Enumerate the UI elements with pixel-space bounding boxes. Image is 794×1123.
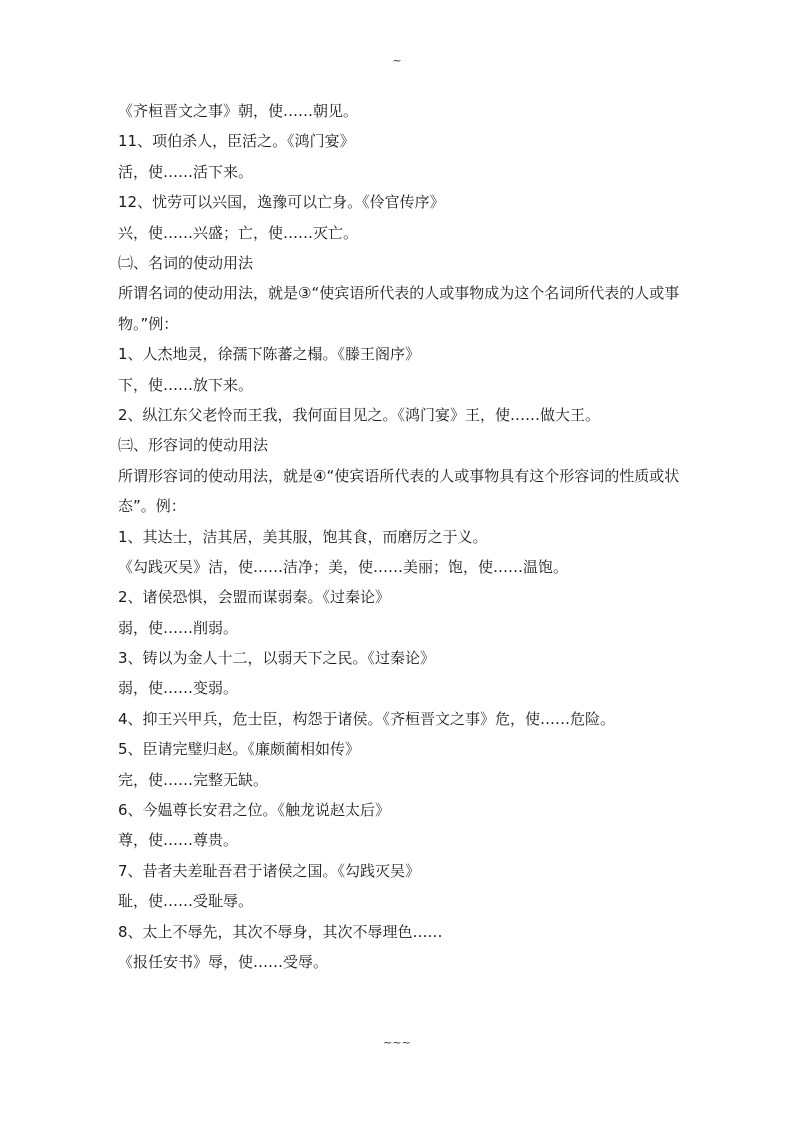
definition-paragraph: 所谓形容词的使动用法，就是④“使宾语所代表的人或事物具有这个形容词的性质或状态”。例：	[118, 466, 680, 516]
page-footer-mark: ~~~	[383, 1036, 411, 1049]
text-line: 11、项伯杀人，臣活之。《鸿门宴》	[118, 132, 355, 151]
text-line: 2、纵江东父老怜而王我，我何面目见之。《鸿门宴》王，使……做大王。	[118, 405, 601, 424]
definition-paragraph: 所谓名词的使动用法，就是③“使宾语所代表的人或事物成为这个名词所代表的人或事物。”例：	[118, 284, 680, 333]
section-heading: ㈡、名词的使动用法	[118, 253, 254, 272]
text-line: 兴，使……兴盛；亡，使……灭亡。	[118, 223, 359, 242]
text-line: 1、其达士，洁其居，美其服，饱其食，而磨厉之于义。	[118, 527, 488, 546]
text-line: 弱，使……削弱。	[118, 618, 239, 637]
text-line: 《报任安书》辱，使……受辱。	[118, 953, 329, 971]
page-header-mark: ~	[392, 54, 402, 67]
text-line: 《勾践灭吴》洁，使……洁净；美，使……美丽；饱，使……温饱。	[118, 557, 569, 576]
document-body	[118, 96, 698, 977]
text-line: 3、铸以为金人十二，以弱天下之民。《过秦论》	[118, 649, 436, 668]
text-line: 弱，使……变弱。	[118, 679, 239, 698]
text-line: 耻，使……受耻辱。	[118, 892, 254, 911]
section-heading: ㈢、形容词的使动用法	[118, 436, 269, 455]
text-line: 12、忧劳可以兴国，逸豫可以亡身。《伶官传序》	[118, 193, 445, 212]
text-line: 活，使……活下来。	[118, 162, 254, 181]
text-line: 6、今媪尊长安君之位。《触龙说赵太后》	[118, 801, 391, 820]
text-line: 尊，使……尊贵。	[118, 831, 239, 850]
text-line: 2、诸侯恐惧，会盟而谋弱秦。《过秦论》	[118, 588, 391, 607]
text-line: 5、臣请完璧归赵。《廉颇蔺相如传》	[118, 740, 361, 759]
text-line: 4、抑王兴甲兵，危士臣，构怨于诸侯。《齐桓晋文之事》危，使……危险。	[118, 709, 616, 728]
text-line: 完，使……完整无缺。	[118, 770, 269, 789]
text-line: 《齐桓晋文之事》朝，使……朝见。	[118, 102, 359, 120]
text-line: 1、人杰地灵，徐孺下陈蕃之榻。《滕王阁序》	[118, 345, 421, 364]
text-line: 8、太上不辱先，其次不辱身，其次不辱理色……	[118, 922, 443, 941]
text-line: 下，使……放下来。	[118, 375, 254, 394]
text-line: 7、昔者夫差耻吾君于诸侯之国。《勾践灭吴》	[118, 861, 421, 880]
